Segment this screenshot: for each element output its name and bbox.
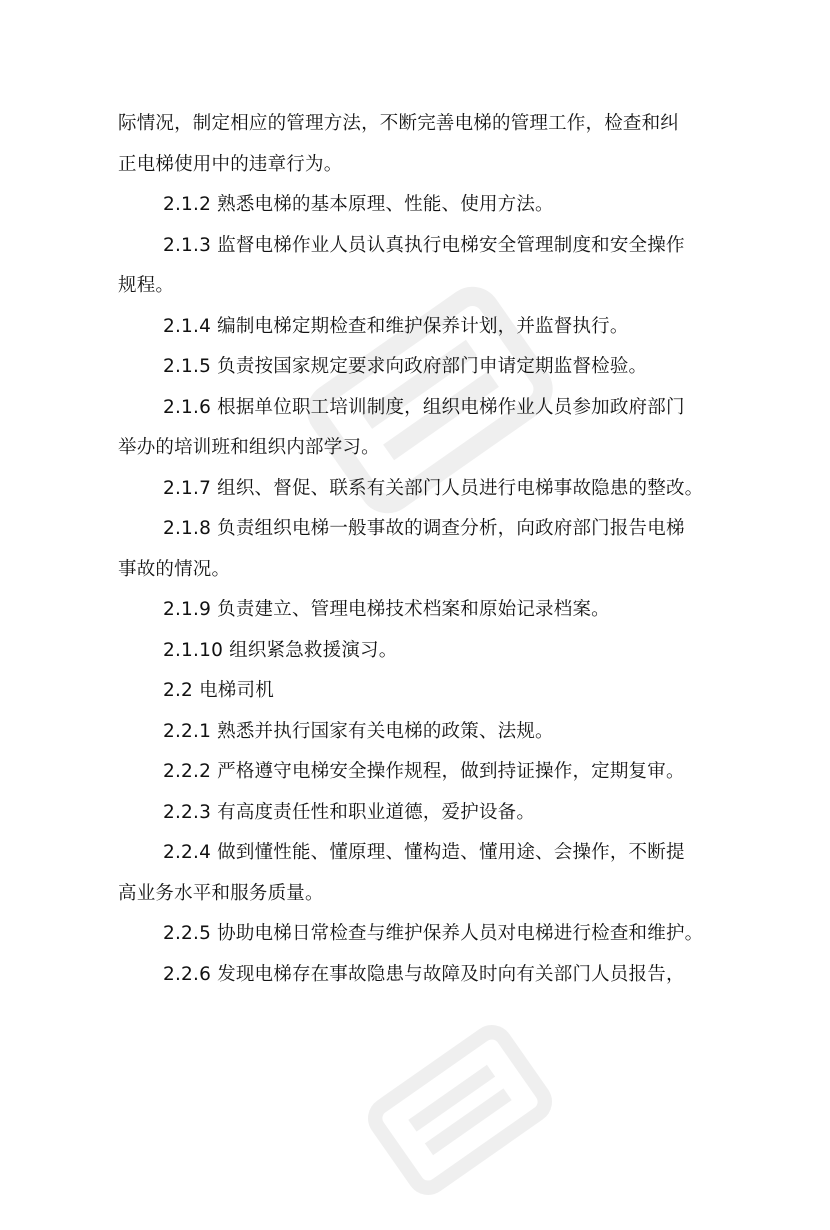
paragraph-2-1-4: 2.1.4 编制电梯定期检查和维护保养计划，并监督执行。 xyxy=(163,315,629,337)
document-body xyxy=(118,104,718,995)
paragraph-2-2-2: 2.2.2 严格遵守电梯安全操作规程，做到持证操作，定期复审。 xyxy=(163,761,685,782)
paragraph-2-1-9: 2.1.9 负责建立、管理电梯技术档案和原始记录档案。 xyxy=(163,599,610,620)
watermark-logo-icon xyxy=(340,990,580,1230)
paragraph-2-1-7: 2.1.7 组织、督促、联系有关部门人员进行电梯事故隐患的整改。 xyxy=(163,477,704,499)
section-heading-2-2: 2.2 电梯司机 xyxy=(163,680,274,701)
paragraph-continuation: 际情况，制定相应的管理方法，不断完善电梯的管理工作，检查和纠 正电梯使用中的违章行为。 xyxy=(118,113,680,175)
paragraph-2-1-6: 2.1.6 根据单位职工培训制度，组织电梯作业人员参加政府部门 举办的培训班和组织内部学习。 xyxy=(118,396,685,458)
paragraph-2-2-5: 2.2.5 协助电梯日常检查与维护保养人员对电梯进行检查和维护。 xyxy=(163,923,704,944)
paragraph-2-1-5: 2.1.5 负责按国家规定要求向政府部门申请定期监督检验。 xyxy=(163,356,648,377)
paragraph-2-2-4: 2.2.4 做到懂性能、懂原理、懂构造、懂用途、会操作，不断提 高业务水平和服务质量。 xyxy=(118,842,685,904)
paragraph-2-2-6: 2.2.6 发现电梯存在事故隐患与故障及时向有关部门人员报告， xyxy=(163,963,685,985)
paragraph-2-1-8: 2.1.8 负责组织电梯一般事故的调查分析，向政府部门报告电梯 事故的情况。 xyxy=(118,518,685,580)
paragraph-2-1-2: 2.1.2 熟悉电梯的基本原理、性能、使用方法。 xyxy=(163,194,554,215)
paragraph-2-2-3: 2.2.3 有高度责任性和职业道德，爱护设备。 xyxy=(163,801,536,823)
paragraph-2-2-1: 2.2.1 熟悉并执行国家有关电梯的政策、法规。 xyxy=(163,720,554,742)
paragraph-2-1-10: 2.1.10 组织紧急救援演习。 xyxy=(163,639,398,661)
paragraph-2-1-3: 2.1.3 监督电梯作业人员认真执行电梯安全管理制度和安全操作 规程。 xyxy=(118,234,685,296)
